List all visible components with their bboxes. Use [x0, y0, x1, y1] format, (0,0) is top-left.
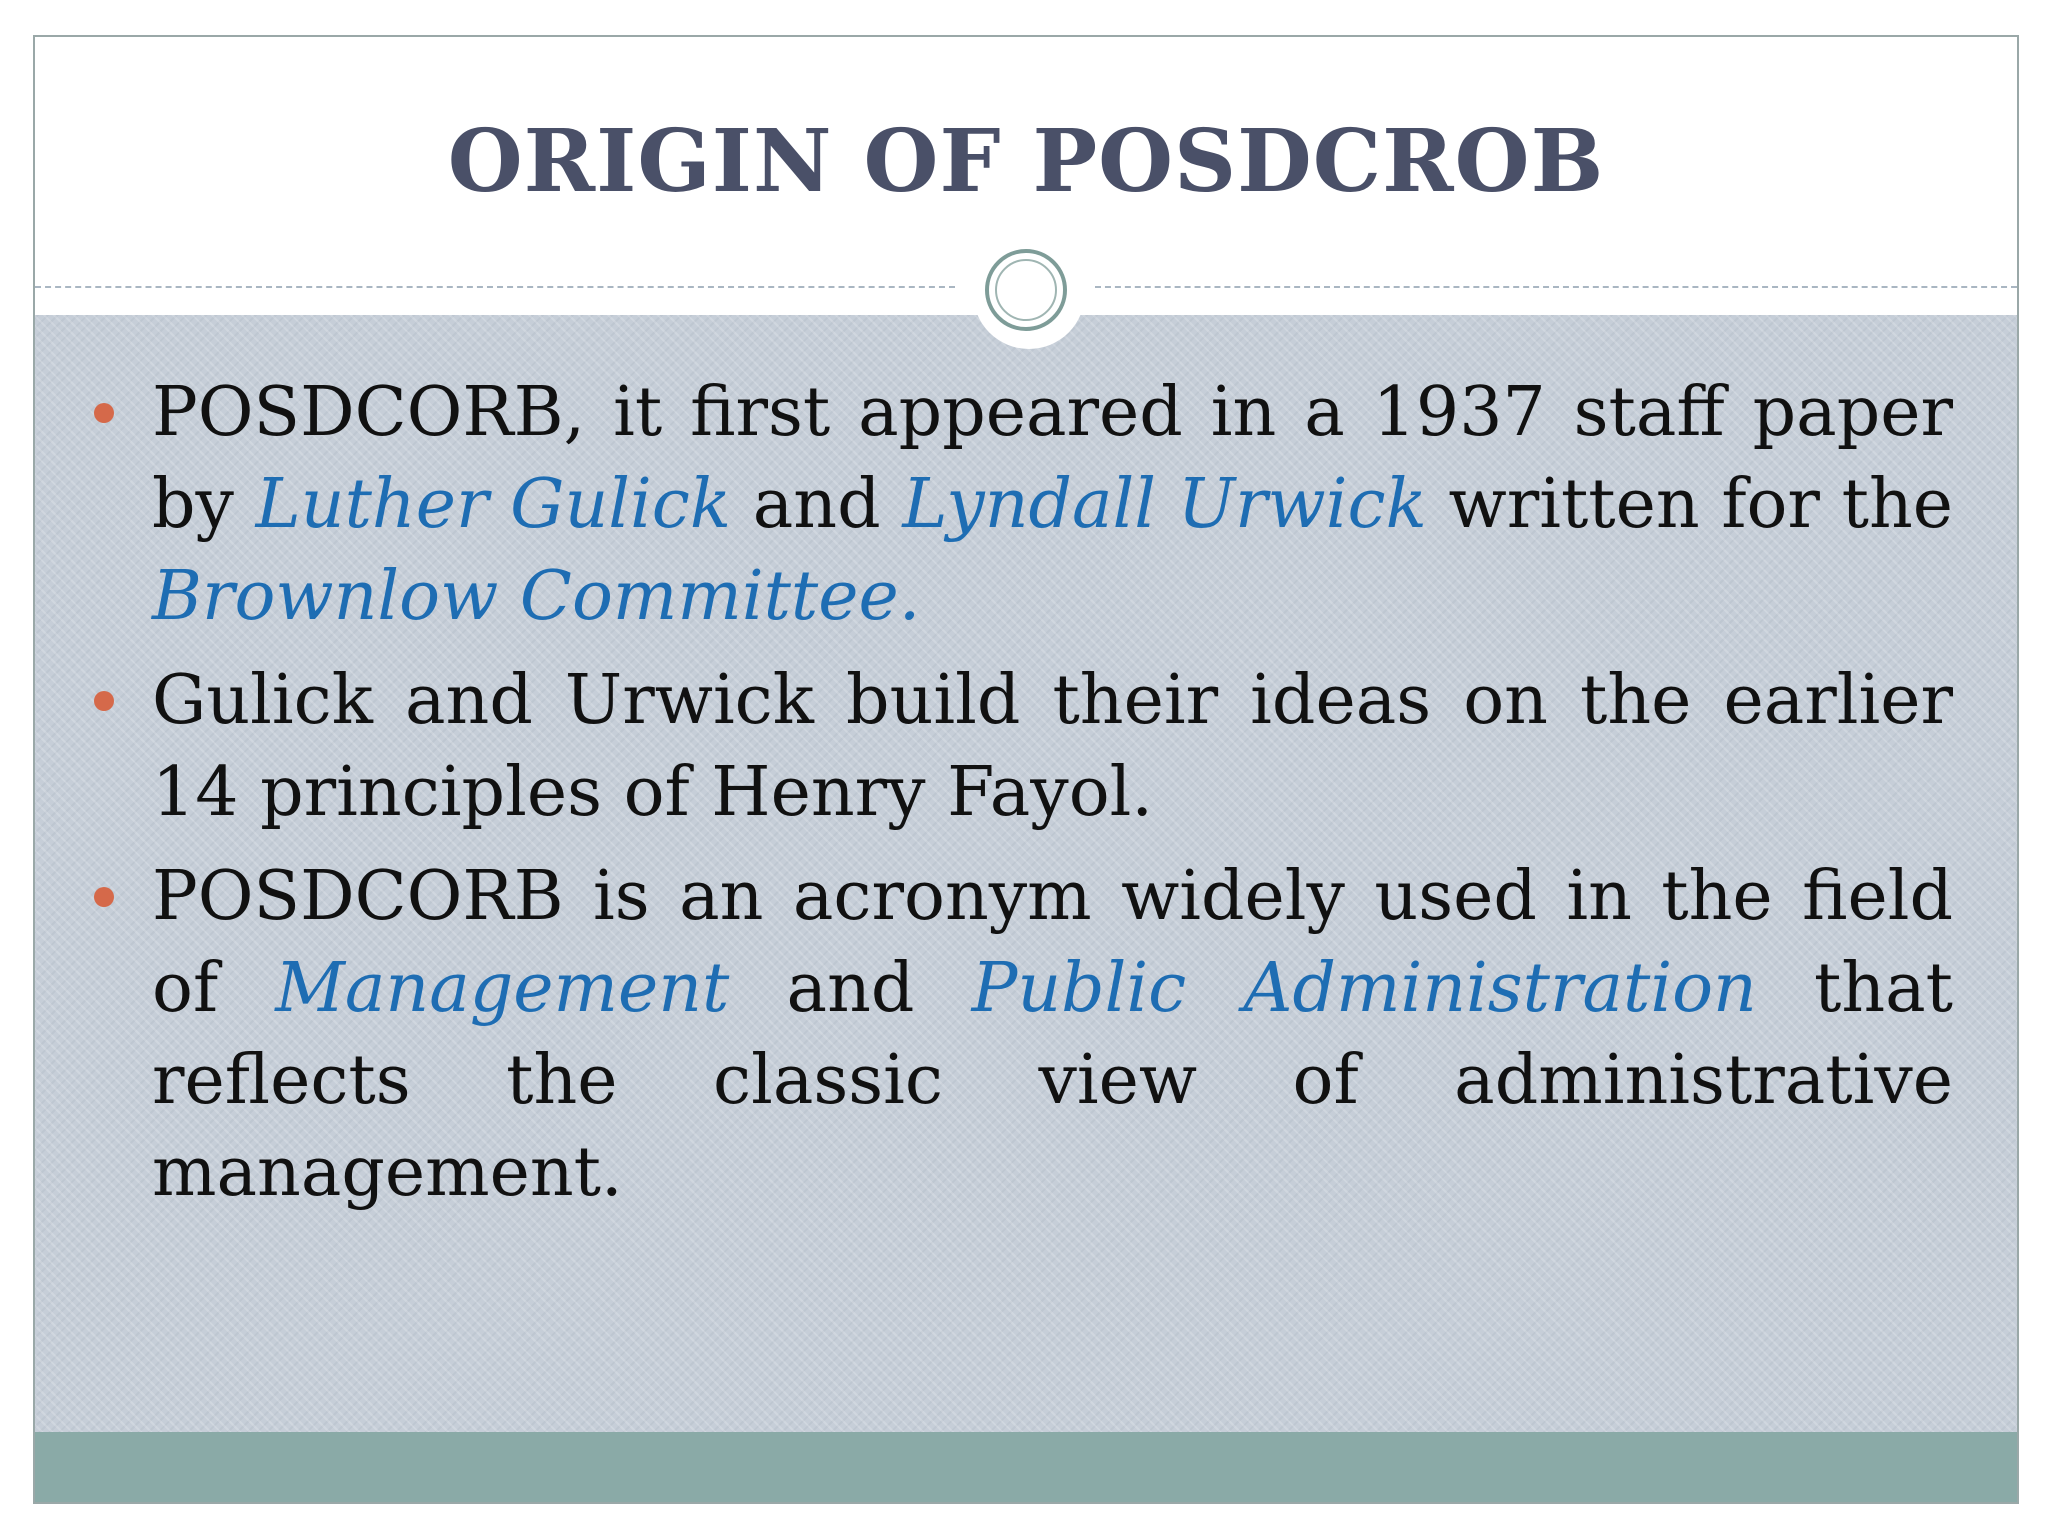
link-brownlow-committee[interactable]: Brownlow Committee.: [152, 557, 921, 636]
link-lyndall-urwick[interactable]: Lyndall Urwick: [902, 465, 1427, 544]
bullet-1-text-1: POSDCORB, it first appeared in a 1937 staff paper by: [152, 373, 1953, 544]
bullet-1-text-2: and: [731, 465, 903, 544]
bullet-2-text-1: Gulick and Urwick build their ideas on the earlier 14 principles of Henry Fayol.: [152, 661, 1953, 832]
bullet-item-3: [152, 851, 1953, 1219]
link-luther-gulick[interactable]: Luther Gulick: [255, 465, 732, 544]
bullet-dot-icon: [94, 691, 114, 711]
bullet-list: [35, 367, 2017, 1219]
link-management[interactable]: Management: [275, 949, 730, 1028]
footer-bar: [35, 1432, 2017, 1502]
ornament-ring: [985, 249, 1067, 331]
bullet-dot-icon: [94, 887, 114, 907]
bullet-dot-icon: [94, 403, 114, 423]
bullet-item-1: [152, 367, 1953, 643]
circle-ornament-icon: [973, 237, 1085, 349]
bullet-3-text-1: POSDCORB is an acronym widely used in the field of: [152, 857, 1953, 1028]
bullet-3-text-3: that reflects the classic view of administrative management.: [152, 949, 1953, 1212]
bullet-1-text-3: written for the: [1426, 465, 1953, 544]
ornament-inner-ring: [995, 259, 1057, 321]
link-public-administration[interactable]: Public Administration: [971, 949, 1757, 1028]
bullet-3-text-2: and: [729, 949, 972, 1028]
slide: [33, 35, 2019, 1504]
slide-title: ORIGIN OF POSDCROB: [447, 111, 1605, 212]
title-divider-left: [35, 286, 955, 288]
bullet-item-2: [152, 655, 1953, 839]
title-divider-right: [1095, 286, 2017, 288]
